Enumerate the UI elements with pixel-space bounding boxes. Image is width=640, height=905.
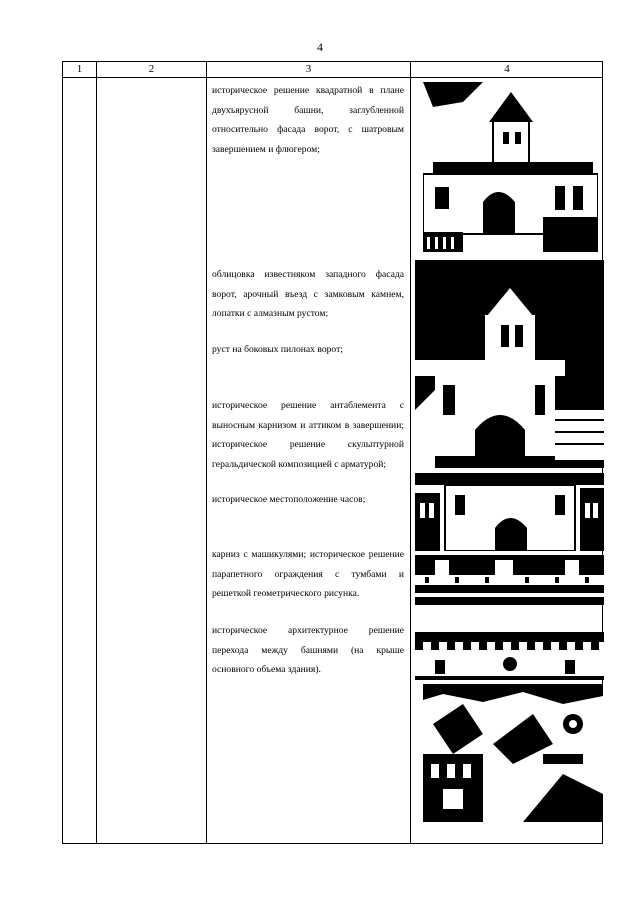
column-divider bbox=[410, 62, 411, 843]
page-number: 4 bbox=[317, 40, 323, 54]
parapet-fence-photo bbox=[415, 555, 604, 605]
column-header-3: 3 bbox=[305, 63, 312, 75]
towers-rooftop-photo bbox=[423, 684, 603, 822]
description-entablature: историческое решение антаблемента с выносным карнизом и аттиком в завершении; историческое решение скульптурной геральдической композицией с арматурой; bbox=[212, 400, 404, 470]
gate-front-photo bbox=[415, 473, 604, 551]
description-cornice-parapet: карниз с машикулями; историческое решение парапетного ограждения с тумбами и решеткой геометрического рисунка. bbox=[212, 549, 404, 600]
column-divider bbox=[206, 62, 207, 843]
column-header-2: 2 bbox=[148, 63, 155, 75]
gate-facade-night-photo bbox=[415, 260, 604, 468]
description-facade-cladding: облицовка известняком западного фасада ворот, арочный въезд с замковым камнем, лопатки с алмазным рустом; bbox=[212, 269, 404, 320]
header-divider bbox=[63, 77, 602, 78]
column-divider bbox=[96, 62, 97, 843]
description-roof-transition: историческое архитектурное решение перехода между башнями (на крыше основного объема здания). bbox=[212, 625, 404, 676]
description-rustication: руст на боковых пилонах ворот; bbox=[212, 344, 343, 355]
description-tower: историческое решение квадратной в плане двухъярусной башни, заглубленной относительно фасада ворот, с шатровым завершением и флюгером; bbox=[212, 85, 404, 155]
roof-transition-photo bbox=[415, 632, 604, 680]
tower-with-spire-photo bbox=[423, 82, 598, 252]
description-clock: историческое местоположение часов; bbox=[212, 494, 366, 505]
column-header-1: 1 bbox=[76, 63, 83, 75]
column-header-4: 4 bbox=[504, 63, 510, 75]
